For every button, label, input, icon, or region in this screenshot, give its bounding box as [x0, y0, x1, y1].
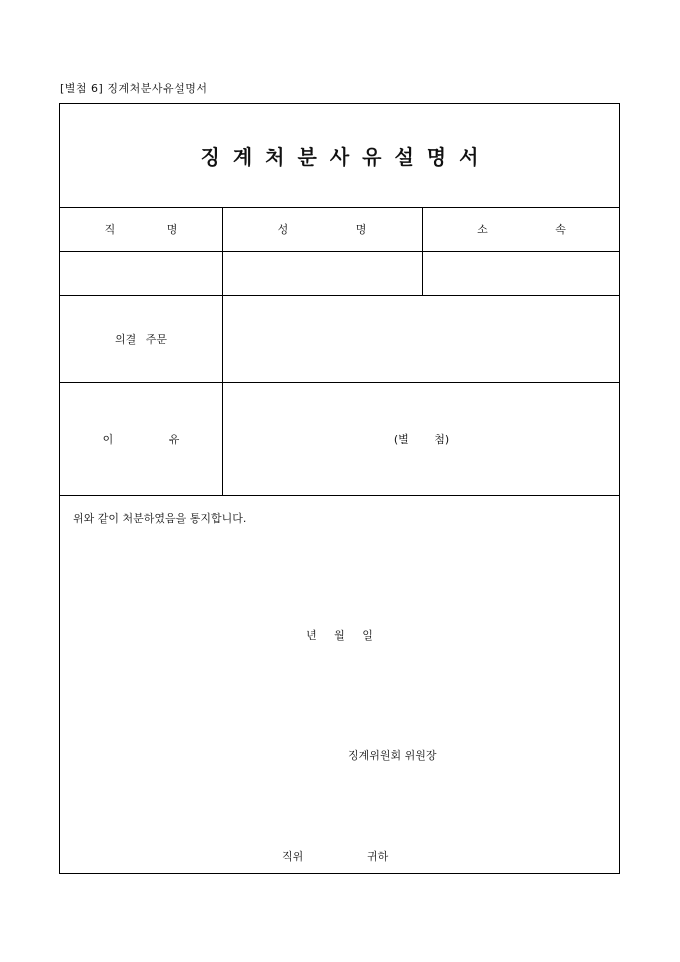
form-title: 징계처분사유설명서 — [200, 145, 492, 169]
position-field[interactable] — [60, 251, 222, 295]
affiliation-field[interactable] — [422, 251, 621, 295]
header-name: 성 명 — [277, 223, 367, 236]
reason-label: 이 유 — [102, 432, 180, 446]
addressee-position: 직위 — [282, 850, 304, 863]
addressee-honorific: 귀하 — [367, 850, 389, 863]
resolution-label: 의결 주문 — [114, 332, 167, 346]
disciplinary-statement-form — [59, 103, 620, 874]
header-position: 직 명 — [104, 223, 178, 236]
resolution-field[interactable] — [222, 295, 621, 382]
committee-chair: 징계위원회 위원장 — [348, 749, 437, 762]
divider — [60, 495, 619, 496]
notice-text: 위와 같이 처분하였음을 통지합니다. — [73, 512, 247, 525]
date-line: 년 월 일 — [306, 629, 373, 642]
name-field[interactable] — [222, 251, 422, 295]
reason-field[interactable]: (별 첨) — [393, 432, 450, 446]
attachment-caption: [별첨 6] 징계처분사유설명서 — [60, 82, 208, 95]
header-affiliation: 소 속 — [477, 223, 566, 236]
